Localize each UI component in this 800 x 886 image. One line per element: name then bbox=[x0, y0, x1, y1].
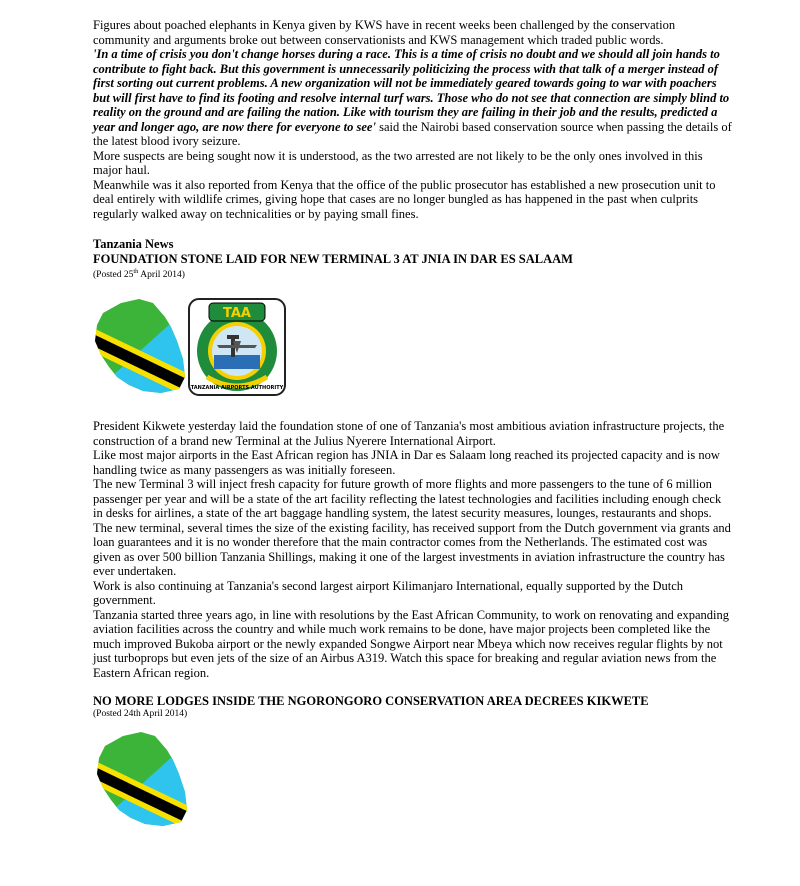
terminal3-paragraph-4: Work is also continuing at Tanzania's second largest airport Kilimanjaro International, equally supported by the Dutch government. bbox=[93, 578, 684, 608]
kenya-quote: 'In a time of crisis you don't change horses during a race. This is a time of crisis no doubt and we should all join hands to contribute to fight back. But this government is unnecessarily politicizing the process with that talk of a merger instead of first sorting out current problems. A new organization will not be immediately geared towards going to war with poachers but will first have to find its footing and resolve internal turf wars. Those who do not see that connection are simply blind to reality on the ground and are failing the nation. Like with tourism they are failing in their job and the results, predicted a year and longer ago, are now there for everyone to see' bbox=[93, 47, 730, 134]
taa-logo-ring-text: TANZANIA AIRPORTS AUTHORITY bbox=[190, 385, 284, 392]
article-headline-terminal3: FOUNDATION STONE LAID FOR NEW TERMINAL 3 AT JNIA IN DAR ES SALAAM bbox=[93, 251, 573, 266]
tanzania-flag-map-image bbox=[91, 297, 191, 395]
document-page bbox=[93, 18, 733, 848]
section-label-tanzania: Tanzania News bbox=[93, 237, 174, 251]
kenya-paragraph-3: Meanwhile was it also reported from Kenya that the office of the public prosecutor has established a new prosecution unit to deal entirely with wildlife crimes, giving hope that cases are no longer bungled as has happened in the past when culprits regularly walked away on technicalities or by paying small fines. bbox=[93, 177, 716, 221]
terminal3-paragraph-2: Like most major airports in the East African region has JNIA in Dar es Salaam long reached its projected capacity and is now handling twice as many passengers as was initially foreseen. bbox=[93, 448, 720, 477]
terminal3-paragraph-3: The new Terminal 3 will inject fresh capacity for future growth of more flights and more passengers to the tune of 6 million passenger per year and will be a state of the art facility reflecting the latest technologies and facilities including enough check in desks for airlines, a state of the art baggage handling system, the latest security measures, lounges, restaurants and shops. The new terminal, several times the size of the existing facility, has received support from the Dutch government via grants and loan guarantees and it is no wonder therefore that the main contractor comes from the Netherlands. The estimated cost was given as over 500 billion Tanzania Shillings, making it one of the largest investments in aviation infrastructure the country has ever undertaken. bbox=[93, 477, 731, 579]
taa-logo-image bbox=[187, 297, 287, 397]
article-image-row-2 bbox=[93, 728, 733, 848]
kenya-paragraph-1: Figures about poached elephants in Kenya given by KWS have in recent weeks been challenged by the conservation community and arguments broke out between conservationists and KWS management which traded public words. bbox=[93, 18, 676, 47]
posted-date-terminal3: (Posted 25th April 2014) bbox=[93, 268, 185, 281]
article-images bbox=[93, 287, 733, 409]
terminal3-paragraph-5: Tanzania started three years ago, in line with resolutions by the East African Community, to work on renovating and expanding aviation facilities across the country and while much work remains to be done, have major projects been completed like the much improved Bukoba airport or the newly expanded Songwe Airport near Mbeya which now receives regular flights by not just turboprops but even jets of the size of an Airbus A319. Watch this space for breaking and regular aviation news from the Eastern African region. bbox=[93, 607, 729, 680]
posted-date-ngorongoro: (Posted 24th April 2014) bbox=[93, 708, 188, 719]
kenya-quote-tail: said the Nairobi based conservation source when passing the details of the latest blood ivory seizure. bbox=[93, 119, 732, 148]
kenya-quote-paragraph bbox=[93, 47, 733, 149]
kenya-paragraph-2: More suspects are being sought now it is understood, as the two arrested are not likely to be the only ones involved in this major haul. bbox=[93, 148, 703, 177]
terminal3-paragraph-1: President Kikwete yesterday laid the foundation stone of one of Tanzania's most ambitious aviation infrastructure projects, the construction of a brand new Terminal at the Julius Nyerere International Airport. bbox=[93, 419, 725, 448]
article-headline-ngorongoro: NO MORE LODGES INSIDE THE NGORONGORO CONSERVATION AREA DECREES KIKWETE bbox=[93, 694, 649, 709]
tanzania-flag-map-image-2 bbox=[93, 730, 193, 828]
taa-logo-acronym: TAA bbox=[223, 306, 251, 322]
